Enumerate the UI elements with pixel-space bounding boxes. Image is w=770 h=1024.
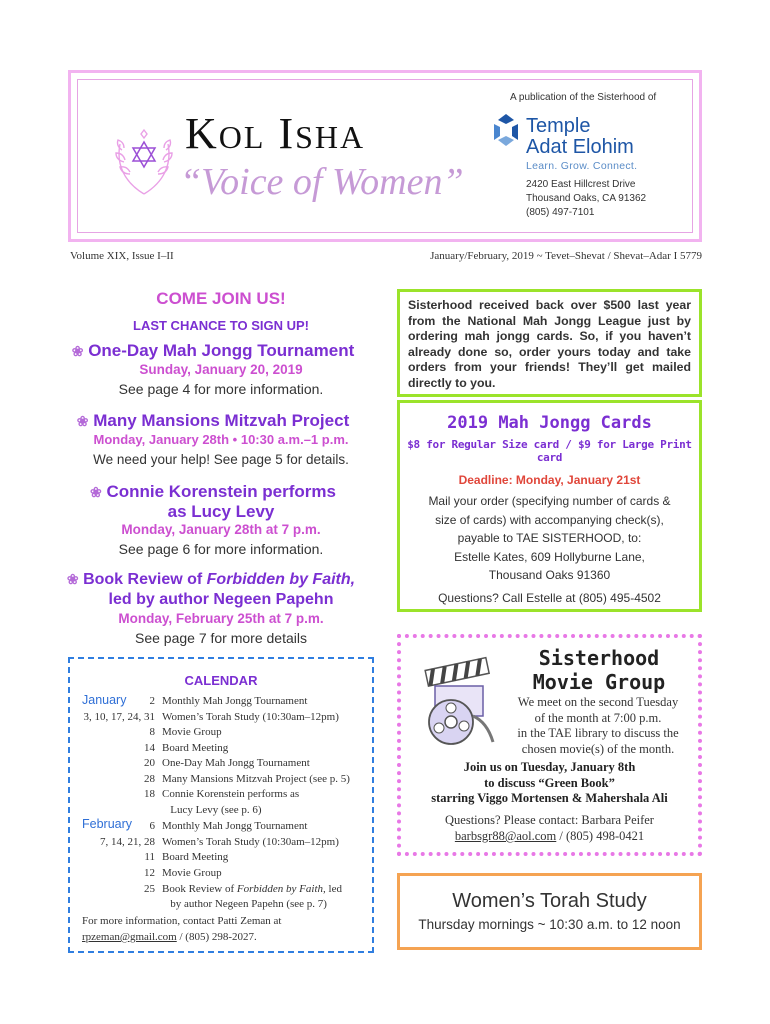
calendar-title: CALENDAR <box>184 673 258 688</box>
mahjong-note-box: Sisterhood received back over $500 last year from the National Mah Jongg League just by ordering mah jongg cards. So, if you haven’t already done so, order yours today and take orders from your friends! They’ll get mailed directly to you. <box>397 289 702 397</box>
torah-study-time: Thursday mornings ~ 10:30 a.m. to 12 noon <box>418 917 681 932</box>
volume-issue: Volume XIX, Issue I–II <box>70 250 174 262</box>
calendar-row-event: Women’s Torah Study (10:30am–12pm) <box>162 835 339 848</box>
event-date-connie: Monday, January 28th at 7 p.m. <box>121 522 321 537</box>
event-date-book: Monday, February 25th at 7 p.m. <box>118 611 324 626</box>
calendar-row-event: Movie Group <box>162 726 222 738</box>
calendar-row-event: Monthly Mah Jongg Tournament <box>162 820 308 832</box>
event-info-mahjong: See page 4 for more information. <box>118 381 324 397</box>
calendar-row-date: 2 <box>149 695 155 707</box>
contact-email-link[interactable]: rpzeman@gmail.com <box>82 931 177 943</box>
temple-logo-icon <box>490 112 522 148</box>
torah-study-title: Women’s Torah Study <box>452 890 647 912</box>
calendar-row-date: 6 <box>149 820 155 832</box>
event-date-mitzvah: Monday, January 28th • 10:30 a.m.–1 p.m. <box>93 432 349 447</box>
event-title-mitzvah: ❀ Many Mansions Mitzvah Project <box>76 411 350 430</box>
cards-deadline: Deadline: Monday, January 21st <box>458 473 641 487</box>
leaf-bullet-icon: ❀ <box>89 484 102 500</box>
calendar-row-date: 8 <box>149 726 155 738</box>
cards-prices: $8 for Regular Size card / $9 for Large Print card <box>407 438 692 464</box>
event-title-mahjong: ❀ One-Day Mah Jongg Tournament <box>71 341 355 360</box>
calendar-row-date: 11 <box>144 851 155 863</box>
last-chance-banner: LAST CHANCE TO SIGN UP! <box>133 318 309 333</box>
newsletter-title: KOL ISHA <box>185 109 366 158</box>
address-line-2: Thousand Oaks, CA 91362 <box>526 193 647 204</box>
calendar-row-event: Monthly Mah Jongg Tournament <box>162 695 308 707</box>
event-title-connie: ❀ Connie Korenstein performs <box>89 482 336 501</box>
leaf-bullet-icon: ❀ <box>76 413 89 429</box>
calendar-row-event: Women’s Torah Study (10:30am–12pm) <box>162 710 339 723</box>
cards-title: 2019 Mah Jongg Cards <box>447 413 652 433</box>
calendar-box: CALENDAR January 2 Monthly Mah Jongg Tournament 3, 10, 17, 24, 31 Women’s Torah Study (10:30am–12pm) 8 Movie Group 14 Board Meeting 20 One-Day Mah Jongg Tournament 28 Many Mansions Mitzvah Project (see p. 5) 18 Connie Korenstein performs as Lucy Levy (see p. 6) February 6 Monthly Mah Jongg Tournament 7, 14, 21, 28 Women’s Torah Study (10:30am–12pm) 11 Board Meeting 12 Movie Group 25 Book Review of Forbidden by Faith, led by author Negeen Papehn (see p. 7) For more information, contact Patti Zeman at rpzeman@gmail.com / (805) 298-2027. <box>68 657 374 953</box>
event-info-mitzvah: We need your help! See page 5 for details. <box>93 452 349 467</box>
cards-mail-instructions: Mail your order (specifying number of cards & size of cards) with accompanying check(s), payable to TAE SISTERHOOD, to: Estelle Kates, 609 Hollyburne Lane, Thousand Oaks 91360 <box>428 494 671 582</box>
movie-group-box <box>397 634 702 856</box>
calendar-row-event: Lucy Levy (see p. 6) <box>162 803 262 816</box>
calendar-february-label: February <box>82 817 133 831</box>
events-heading: COME JOIN US! <box>156 289 286 308</box>
torah-study-box <box>397 873 702 950</box>
leaf-bullet-icon: ❀ <box>66 571 79 587</box>
star-of-david-icon <box>110 120 178 198</box>
calendar-row-event: Movie Group <box>162 866 222 879</box>
calendar-row-event: Board Meeting <box>162 851 229 863</box>
calendar-footer: For more information, contact Patti Zeman at <box>82 915 282 927</box>
event-title-book: ❀ Book Review of Forbidden by Faith, <box>66 571 356 588</box>
calendar-row-date: 7, 14, 21, 28 <box>100 835 155 848</box>
movie-group-announcement: Join us on Tuesday, January 8th to discuss “Green Book” starring Viggo Mortensen & Mahershala Ali <box>431 760 668 805</box>
publication-line: A publication of the Sisterhood of <box>510 92 657 103</box>
movie-group-title: Sisterhood Movie Group <box>532 646 666 694</box>
calendar-january-label: January <box>82 693 127 707</box>
movie-group-contact: Questions? Please contact: Barbara Peifer barbsgr88@aol.com / (805) 498-0421 <box>445 813 654 843</box>
event-info-book: See page 7 for more details <box>135 630 307 646</box>
temple-name: Temple Adat Elohim <box>526 115 634 158</box>
leaf-bullet-icon: ❀ <box>71 343 84 359</box>
calendar-row-date: 18 <box>144 788 155 800</box>
calendar-row-date: 28 <box>144 772 155 785</box>
issue-date: January/February, 2019 ~ Tevet–Shevat / Shevat–Adar I 5779 <box>430 250 702 262</box>
calendar-row-date: 14 <box>144 741 155 754</box>
event-title-connie-2: as Lucy Levy <box>167 502 275 521</box>
calendar-row-event: Connie Korenstein performs as <box>162 788 300 800</box>
movie-contact-email-link[interactable]: barbsgr88@aol.com <box>454 829 557 843</box>
address-line-1: 2420 East Hillcrest Drive <box>526 179 636 190</box>
event-date-mahjong: Sunday, January 20, 2019 <box>139 362 303 377</box>
calendar-row-event: Many Mansions Mitzvah Project (see p. 5) <box>162 772 350 785</box>
calendar-row-event: Board Meeting <box>162 741 229 754</box>
cards-questions: Questions? Call Estelle at (805) 495-4502 <box>438 590 661 605</box>
calendar-row-date: 20 <box>144 757 155 769</box>
mahjong-cards-box <box>397 400 702 612</box>
temple-tagline: Learn. Grow. Connect. <box>526 160 638 172</box>
event-info-connie: See page 6 for more information. <box>118 541 324 557</box>
event-title-book-2: led by author Negeen Papehn <box>108 591 334 608</box>
calendar-row-date: 12 <box>144 866 155 879</box>
calendar-row-event: One-Day Mah Jongg Tournament <box>162 757 310 769</box>
calendar-row-date: 3, 10, 17, 24, 31 <box>83 710 155 723</box>
movie-group-description: We meet on the second Tuesday of the month at 7:00 p.m. in the TAE library to discuss the chosen movie(s) of the month. <box>517 695 679 756</box>
newsletter-subtitle: “Voice of Women” <box>180 161 464 203</box>
calendar-contact: rpzeman@gmail.com / (805) 298-2027. <box>82 931 257 943</box>
phone-number: (805) 497-7101 <box>526 207 595 218</box>
